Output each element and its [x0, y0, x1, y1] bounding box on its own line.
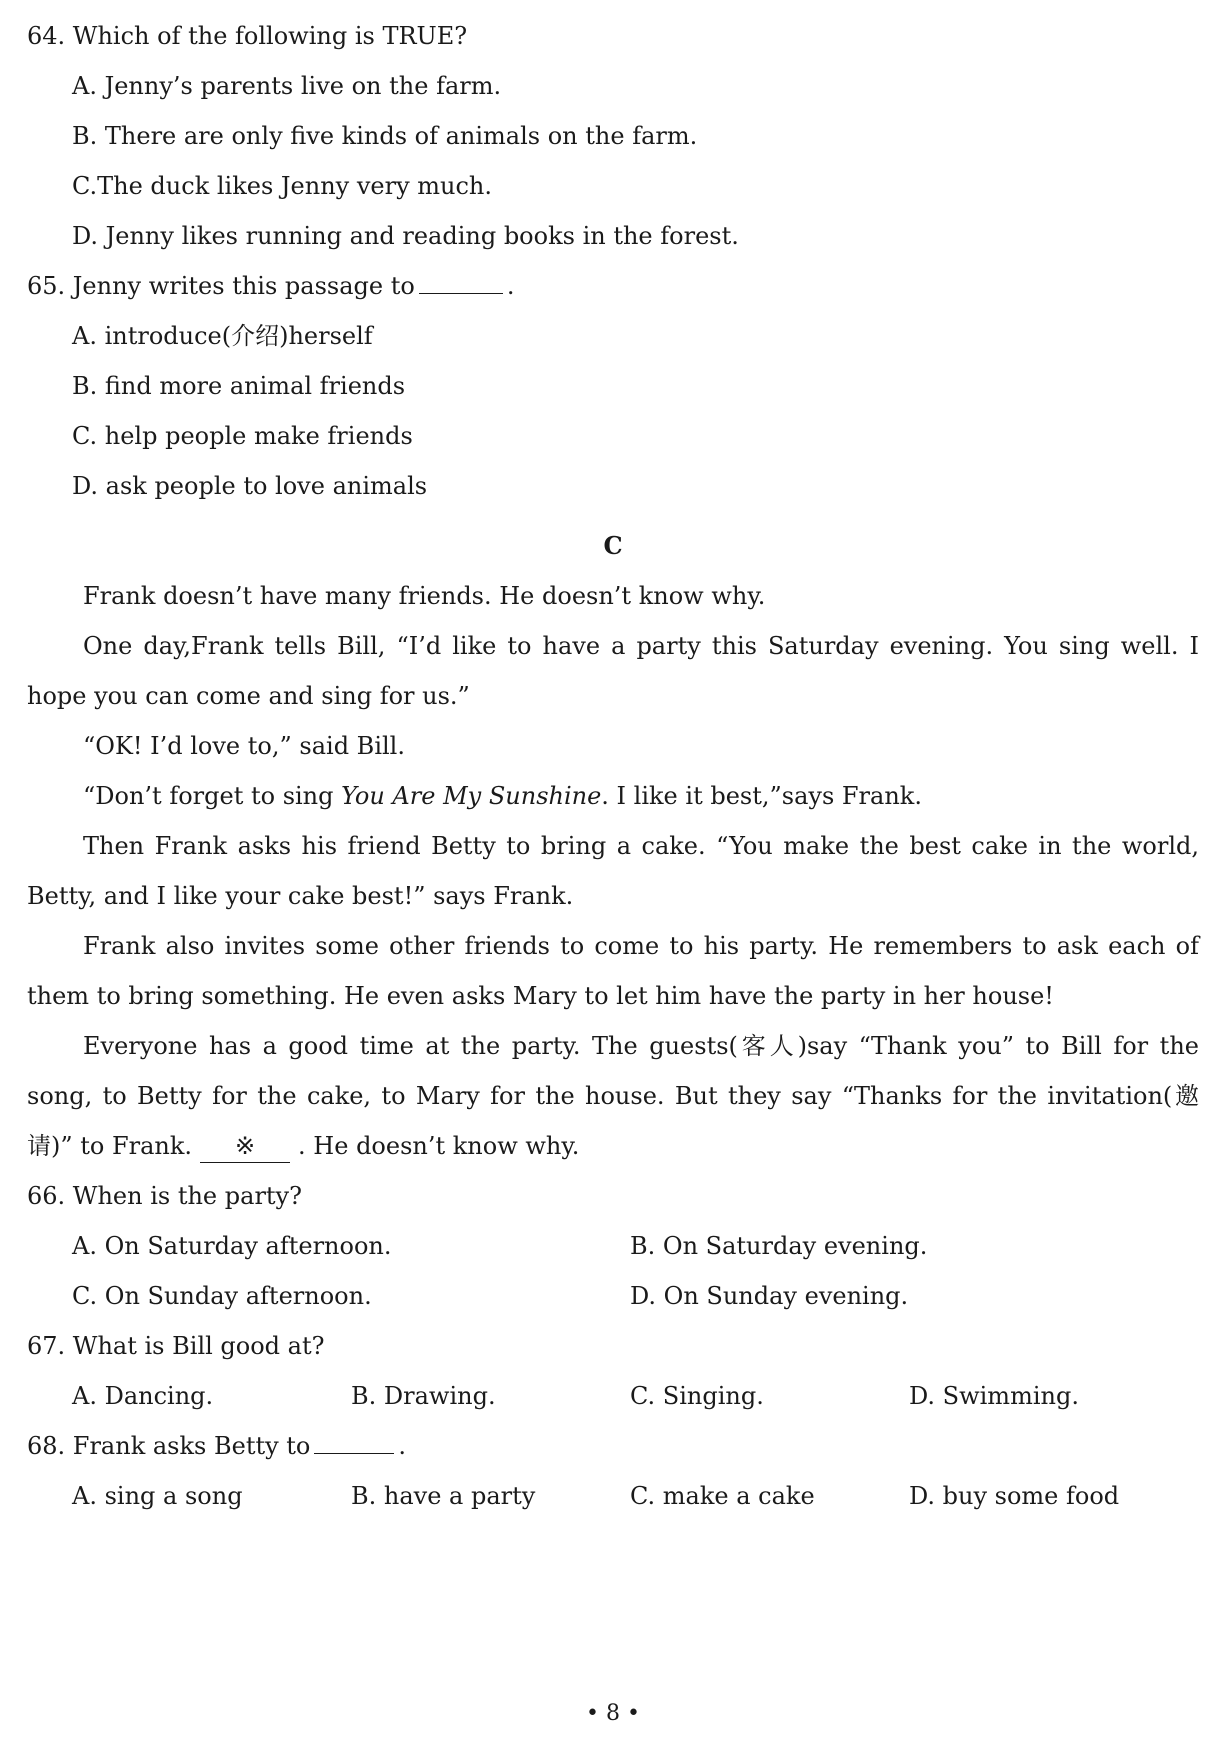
answer-blank [419, 271, 503, 294]
passage-paragraph-7-line-2: song, to Betty for the cake, to Mary for the house. But they say “Thanks for the invitation(邀 [27, 1082, 1199, 1110]
passage-paragraph-1: Frank doesn’t have many friends. He doesn’t know why. [83, 582, 766, 610]
passage-paragraph-6-line-1: Frank also invites some other friends to come to his party. He remembers to ask each of [83, 932, 1199, 960]
question-66-option-d: D. On Sunday evening. [630, 1282, 909, 1310]
question-67-option-a: A. Dancing. [72, 1382, 214, 1410]
passage-paragraph-4 [83, 780, 922, 812]
passage-paragraph-4-start: “Don’t forget to sing [83, 782, 342, 810]
question-68-stem-end: . [398, 1432, 407, 1460]
question-67-option-b: B. Drawing. [351, 1382, 496, 1410]
question-67-option-d: D. Swimming. [909, 1382, 1079, 1410]
passage-paragraph-2-line-1: One day,Frank tells Bill, “I’d like to have a party this Saturday evening. You sing well. I [83, 632, 1199, 660]
question-64-option-c: C.The duck likes Jenny very much. [72, 172, 492, 200]
page-number: • 8 • [586, 1701, 640, 1726]
question-65-stem-text: 65. Jenny writes this passage to [27, 272, 415, 300]
passage-paragraph-7-line-3-end: . He doesn’t know why. [298, 1132, 580, 1160]
reference-mark-blank: ※ [200, 1130, 290, 1163]
question-64-option-b: B. There are only five kinds of animals on the farm. [72, 122, 698, 150]
song-title: You Are My Sunshine [341, 782, 602, 810]
question-64-option-a: A. Jenny’s parents live on the farm. [72, 72, 502, 100]
question-68-option-c: C. make a cake [630, 1482, 815, 1510]
passage-paragraph-5-line-1: Then Frank asks his friend Betty to bring a cake. “You make the best cake in the world, [83, 832, 1199, 860]
passage-paragraph-6-line-2: them to bring something. He even asks Mary to let him have the party in her house! [27, 982, 1054, 1010]
question-66-option-a: A. On Saturday afternoon. [72, 1232, 392, 1260]
passage-paragraph-3: “OK! I’d love to,” said Bill. [83, 732, 405, 760]
answer-blank [314, 1431, 394, 1454]
question-68-option-d: D. buy some food [909, 1482, 1120, 1510]
question-66-option-b: B. On Saturday evening. [630, 1232, 928, 1260]
question-65-option-c: C. help people make friends [72, 422, 413, 450]
passage-paragraph-7-line-1: Everyone has a good time at the party. The guests(客人)say “Thank you” to Bill for the [83, 1032, 1199, 1060]
question-68-stem-text: 68. Frank asks Betty to [27, 1432, 311, 1460]
question-68-option-a: A. sing a song [72, 1482, 243, 1510]
passage-paragraph-7-line-3-start: 请)” to Frank. [27, 1132, 193, 1160]
section-heading: C [603, 531, 623, 560]
passage-paragraph-5-line-2: Betty, and I like your cake best!” says Frank. [27, 882, 574, 910]
question-65-option-d: D. ask people to love animals [72, 472, 428, 500]
question-64-stem: 64. Which of the following is TRUE? [27, 22, 468, 50]
question-68-stem [27, 1430, 406, 1462]
passage-paragraph-4-end: . I like it best,”says Frank. [601, 782, 922, 810]
question-66-option-c: C. On Sunday afternoon. [72, 1282, 372, 1310]
question-67-stem: 67. What is Bill good at? [27, 1332, 325, 1360]
question-65-stem-end: . [506, 272, 515, 300]
question-67-option-c: C. Singing. [630, 1382, 764, 1410]
question-65-option-a: A. introduce(介绍)herself [72, 322, 373, 350]
question-64-option-d: D. Jenny likes running and reading books in the forest. [72, 222, 739, 250]
question-68-option-b: B. have a party [351, 1482, 536, 1510]
question-66-stem: 66. When is the party? [27, 1182, 302, 1210]
passage-paragraph-7-line-3 [27, 1130, 579, 1163]
question-65-option-b: B. find more animal friends [72, 372, 406, 400]
passage-paragraph-2-line-2: hope you can come and sing for us.” [27, 682, 470, 710]
question-65-stem [27, 270, 514, 302]
